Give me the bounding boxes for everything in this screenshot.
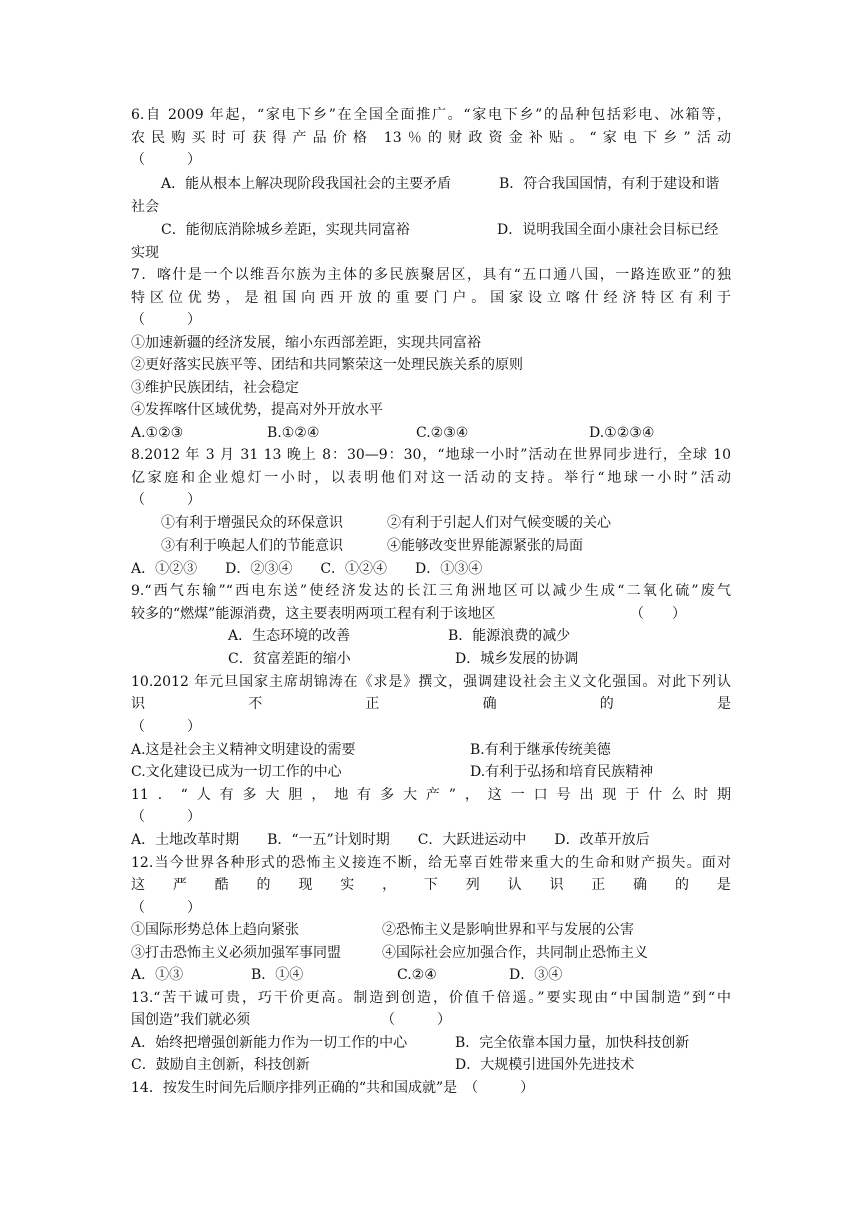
q12-stem-word: 确 (633, 877, 648, 893)
q10-stem-word: 不 (248, 696, 263, 712)
q12-stem-word: 现 (298, 877, 313, 893)
q7-item-4: ④发挥喀什区域优势，提高对外开放水平 (131, 402, 383, 418)
q12-item-3: ③打击恐怖主义必须加强军事同盟 (131, 945, 341, 961)
q10-options-row2 (131, 761, 731, 783)
q12-stem-word: ， (382, 877, 397, 893)
q12-stem-word: 的 (256, 877, 271, 893)
q13-option-a: A．始终把增强创新能力作为一切工作的中心 (131, 1035, 408, 1051)
q12-option-c: C.②④ (397, 967, 437, 983)
q6-option-c: C．能彻底消除城乡差距，实现共同富裕 (161, 222, 410, 238)
q10-stem-line1: 10.2012 年元旦国家主席胡锦涛在《求是》撰文，强调建设社会主义文化强国。对此下列认 (131, 674, 731, 690)
q13-options-row2 (131, 1054, 731, 1076)
q6-option-b: B．符合我国国情，有利于建设和谐 (499, 176, 720, 192)
q8-item-4: ④能够改变世界能源紧张的局面 (387, 538, 583, 554)
q13-option-b: B．完全依靠本国力量，加快科技创新 (455, 1035, 690, 1051)
q6-answer-blank: （ ） (131, 152, 201, 168)
q7-answer-blank: （ ） (131, 312, 201, 328)
q6-option-a: A．能从根本上解决现阶段我国社会的主要矛盾 (161, 176, 452, 192)
q12-item-4: ④国际社会应加强合作，共同制止恐怖主义 (382, 945, 648, 961)
q12-stem-word: 这 (131, 877, 145, 893)
q12-stem-line2 (131, 874, 731, 896)
q6-option-d-cont: 实现 (131, 245, 159, 261)
q7-item-3: ③维护民族团结，社会稳定 (131, 380, 299, 396)
q10-option-a: A.这是社会主义精神文明建设的需要 (131, 742, 356, 758)
q12-answer-blank: （ ） (131, 900, 201, 916)
q10-stem-word: 是 (716, 696, 731, 712)
q9-options-row2 (131, 648, 731, 670)
q9-option-d: D．城乡发展的协调 (455, 651, 579, 667)
q9-stem-text: 较多的“燃煤”能源消费，这主要表明两项工程有利于该地区 (131, 606, 496, 622)
q12-stem-word: 酷 (214, 877, 229, 893)
q13-stem-line1: 13.“苦干诚可贵，巧干价更高。制造到创造，价值千倍遥。”要实现由“中国制造”到“中 (131, 990, 731, 1006)
q10-stem-word: 识 (131, 696, 145, 712)
q10-option-c: C.文化建设已成为一切工作的中心 (131, 764, 342, 780)
q9-option-a: A．生态环境的改善 (228, 628, 351, 644)
q8-stem-line2: 亿家庭和企业熄灯一小时，以表明他们对这一活动的支持。举行“地球一小时”活动 (131, 470, 731, 486)
q8-item-3: ③有利于唤起人们的节能意识 (161, 538, 343, 554)
q9-option-b: B．能源浪费的减少 (448, 628, 571, 644)
q10-stem-word: 确 (482, 696, 497, 712)
q12-item-2: ②恐怖主义是影响世界和平与发展的公害 (382, 922, 634, 938)
q9-option-c: C．贫富差距的缩小 (228, 651, 351, 667)
q12-stem-word: 识 (549, 877, 564, 893)
q12-option-d: D．③④ (509, 967, 563, 983)
q10-option-d: D.有利于弘扬和培育民族精神 (470, 764, 654, 780)
q6-stem-line2: 农民购买时可获得产品价格 13％的财政资金补贴。“家电下乡”活动 (131, 130, 731, 146)
q12-options-row (131, 964, 731, 986)
q12-stem-word: 严 (172, 877, 187, 893)
q7-stem-line1: 7．喀什是一个以维吾尔族为主体的多民族聚居区，具有“五口通八国，一路连欧亚”的独 (131, 267, 731, 283)
q9-stem-line2 (131, 603, 731, 625)
q12-items-row2 (131, 942, 731, 964)
q10-answer-blank: （ ） (131, 719, 201, 735)
q8-items-row1 (131, 512, 731, 534)
q7-item-1: ①加速新疆的经济发展，缩小东西部差距，实现共同富裕 (131, 335, 481, 351)
q7-options-row (131, 422, 731, 444)
q11-answer-blank: （ ） (131, 809, 201, 825)
q8-item-2: ②有利于引起人们对气候变暖的关心 (387, 515, 611, 531)
q13-stem-line2 (131, 1009, 731, 1031)
q12-stem-word: 下 (423, 877, 438, 893)
q6-stem-line1: 6.自 2009 年起，“家电下乡”在全国全面推广。“家电下乡”的品种包括彩电、冰箱等， (131, 107, 731, 123)
q9-stem-line1: 9.“西气东输”“西电东送”使经济发达的长江三角洲地区可以减少生成“二氧化硫”废气 (131, 583, 731, 599)
q11-stem: 11．“人有多大胆，地有多大产”，这一口号出现于什么时期 (131, 787, 731, 803)
q12-stem-line1: 12.当今世界各种形式的恐怖主义接连不断，给无辜百姓带来重大的生命和财产损失。面对 (131, 855, 731, 871)
q7-stem-line2: 特区位优势，是祖国向西开放的重要门户。国家设立喀什经济特区有利于 (131, 290, 731, 306)
q8-item-1: ①有利于增强民众的环保意识 (161, 515, 343, 531)
q10-stem-word: 的 (599, 696, 614, 712)
q14-stem: 14．按发生时间先后顺序排列正确的“共和国成就”是 （ ） (131, 1080, 535, 1096)
q10-options-row1 (131, 739, 731, 761)
q7-option-c: C.②③④ (416, 425, 469, 441)
q12-stem-word: 认 (507, 877, 522, 893)
q6-options-row1 (131, 173, 731, 195)
q13-stem-text: 国创造”我们就必须 (131, 1012, 251, 1028)
q7-option-b: B.①②④ (267, 425, 320, 441)
q8-stem-line1: 8.2012 年 3 月 31 13 晚上 8：30—9：30，“地球一小时”活动在世界同步进行，全球 10 (131, 447, 731, 463)
q6-options-row2 (131, 219, 731, 241)
q7-option-a: A.①②③ (131, 425, 184, 441)
q9-answer-blank: （ ） (630, 606, 686, 622)
q12-stem-word: 是 (716, 877, 731, 893)
q13-option-c: C．鼓励自主创新，科技创新 (131, 1057, 310, 1073)
q7-option-d: D.①②③④ (589, 425, 655, 441)
q10-stem-line2 (131, 693, 731, 715)
q12-option-a: A．①③ (131, 967, 184, 983)
q13-options-row1 (131, 1032, 731, 1054)
q6-option-d: D．说明我国全面小康社会目标已经 (497, 222, 719, 238)
q8-items-row2 (131, 535, 731, 557)
q9-options-row1 (131, 625, 731, 647)
q12-items-row1 (131, 919, 731, 941)
q10-stem-word: 正 (365, 696, 380, 712)
q12-stem-word: 的 (674, 877, 689, 893)
q12-option-b: B．①④ (251, 967, 304, 983)
q12-stem-word: 实 (340, 877, 355, 893)
q10-option-b: B.有利于继承传统美德 (470, 742, 611, 758)
q11-options-row: A．土地改革时期 B．“一五”计划时期 C．大跃进运动中 D．改革开放后 (131, 832, 650, 848)
q6-option-b-cont: 社会 (131, 199, 159, 215)
q12-item-1: ①国际形势总体上趋向紧张 (131, 922, 299, 938)
q13-answer-blank: （ ） (381, 1012, 451, 1028)
q8-answer-blank: （ ） (131, 492, 201, 508)
q13-option-d: D．大规模引进国外先进技术 (455, 1057, 635, 1073)
q7-item-2: ②更好落实民族平等、团结和共同繁荣这一处理民族关系的原则 (131, 357, 523, 373)
q12-stem-word: 正 (591, 877, 606, 893)
q12-stem-word: 列 (465, 877, 480, 893)
q8-options-row: A．①②③ D．②③④ C．①②④ D．①③④ (131, 561, 483, 577)
